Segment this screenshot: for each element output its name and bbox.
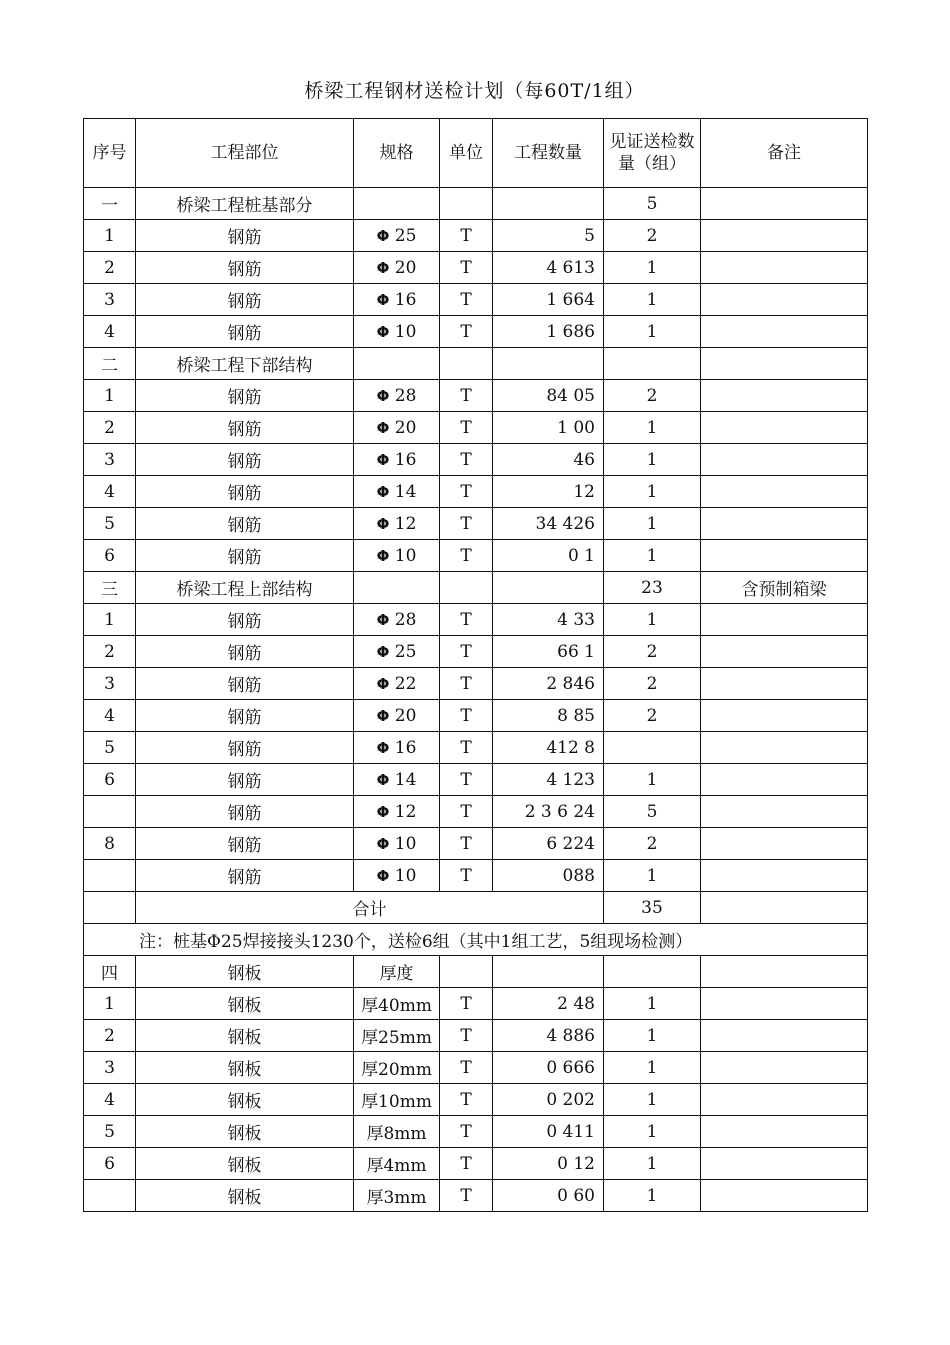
cell-spec: Φ 16 — [354, 444, 440, 476]
cell-remark — [701, 700, 868, 732]
header-groups: 见证送检数量（组） — [604, 119, 701, 188]
table-row — [84, 764, 868, 796]
cell-spec: 厚20mm — [354, 1052, 440, 1084]
cell-unit: T — [440, 604, 493, 636]
phi-symbol: Φ — [376, 610, 390, 629]
cell-seq: 1 — [84, 380, 136, 412]
cell-groups: 1 — [604, 604, 701, 636]
cell-seq: 3 — [84, 668, 136, 700]
cell-quantity — [493, 348, 604, 380]
cell-quantity: 4 33 — [493, 604, 604, 636]
cell-unit: T — [440, 1116, 493, 1148]
cell-location: 钢筋 — [136, 316, 354, 348]
cell-remark — [701, 284, 868, 316]
cell-remark — [701, 796, 868, 828]
cell-spec: Φ 10 — [354, 540, 440, 572]
cell-unit: T — [440, 220, 493, 252]
cell-groups: 1 — [604, 1116, 701, 1148]
cell-groups: 1 — [604, 988, 701, 1020]
cell-groups: 1 — [604, 412, 701, 444]
cell-spec: Φ 20 — [354, 412, 440, 444]
cell-remark — [701, 348, 868, 380]
cell-unit: T — [440, 1148, 493, 1180]
cell-quantity: 1 00 — [493, 412, 604, 444]
cell-location: 钢筋 — [136, 412, 354, 444]
header-remark: 备注 — [701, 119, 868, 188]
table-row — [84, 668, 868, 700]
plate-section-location: 钢板 — [136, 956, 354, 988]
cell-spec: Φ 25 — [354, 220, 440, 252]
cell-seq: 3 — [84, 1052, 136, 1084]
empty-cell — [604, 956, 701, 988]
cell-quantity: 66 1 — [493, 636, 604, 668]
cell-groups: 1 — [604, 252, 701, 284]
cell-remark — [701, 1020, 868, 1052]
cell-quantity: 4 886 — [493, 1020, 604, 1052]
cell-unit: T — [440, 444, 493, 476]
cell-quantity: 0 1 — [493, 540, 604, 572]
cell-location: 钢筋 — [136, 604, 354, 636]
cell-unit: T — [440, 1052, 493, 1084]
cell-location: 桥梁工程桩基部分 — [136, 188, 354, 220]
cell-unit: T — [440, 828, 493, 860]
inspection-plan-table — [83, 118, 868, 1212]
cell-unit: T — [440, 412, 493, 444]
cell-location: 钢筋 — [136, 796, 354, 828]
cell-remark — [701, 668, 868, 700]
cell-groups: 2 — [604, 636, 701, 668]
cell-location: 钢板 — [136, 1020, 354, 1052]
cell-seq: 三 — [84, 572, 136, 604]
cell-quantity: 1 686 — [493, 316, 604, 348]
cell-groups: 2 — [604, 380, 701, 412]
cell-seq: 4 — [84, 316, 136, 348]
cell-unit: T — [440, 860, 493, 892]
phi-symbol: Φ — [376, 514, 390, 533]
cell-location: 钢板 — [136, 1084, 354, 1116]
cell-seq — [84, 796, 136, 828]
cell-spec: 厚4mm — [354, 1148, 440, 1180]
cell-remark — [701, 860, 868, 892]
cell-remark — [701, 220, 868, 252]
cell-remark — [701, 1180, 868, 1212]
cell-remark — [701, 444, 868, 476]
cell-unit: T — [440, 764, 493, 796]
cell-spec: 厚40mm — [354, 988, 440, 1020]
cell-groups: 23 — [604, 572, 701, 604]
cell-groups: 1 — [604, 316, 701, 348]
cell-quantity: 412 8 — [493, 732, 604, 764]
cell-remark — [701, 1148, 868, 1180]
cell-seq: 1 — [84, 220, 136, 252]
cell-unit: T — [440, 1084, 493, 1116]
cell-spec: Φ 10 — [354, 316, 440, 348]
cell-spec — [354, 572, 440, 604]
cell-location: 钢筋 — [136, 476, 354, 508]
cell-seq: 3 — [84, 444, 136, 476]
total-seq — [84, 892, 136, 924]
table-row — [84, 252, 868, 284]
header-location: 工程部位 — [136, 119, 354, 188]
cell-location: 钢板 — [136, 1116, 354, 1148]
table-row — [84, 1084, 868, 1116]
cell-spec: Φ 16 — [354, 284, 440, 316]
cell-remark — [701, 540, 868, 572]
cell-unit: T — [440, 636, 493, 668]
cell-seq: 5 — [84, 1116, 136, 1148]
table-row — [84, 572, 868, 604]
cell-groups: 2 — [604, 220, 701, 252]
phi-symbol: Φ — [376, 770, 390, 789]
table-header-row — [84, 119, 868, 188]
cell-location: 桥梁工程下部结构 — [136, 348, 354, 380]
cell-unit — [440, 572, 493, 604]
cell-quantity: 4 123 — [493, 764, 604, 796]
cell-location: 钢板 — [136, 988, 354, 1020]
cell-quantity: 2 3 6 24 — [493, 796, 604, 828]
cell-groups: 1 — [604, 1148, 701, 1180]
cell-spec: Φ 14 — [354, 764, 440, 796]
cell-groups: 1 — [604, 540, 701, 572]
table-row — [84, 284, 868, 316]
cell-remark: 含预制箱梁 — [701, 572, 868, 604]
cell-quantity: 46 — [493, 444, 604, 476]
table-row — [84, 540, 868, 572]
table-row — [84, 1148, 868, 1180]
table-row — [84, 796, 868, 828]
cell-unit — [440, 188, 493, 220]
cell-unit: T — [440, 732, 493, 764]
cell-location: 钢筋 — [136, 732, 354, 764]
cell-remark — [701, 988, 868, 1020]
cell-location: 钢筋 — [136, 828, 354, 860]
cell-location: 钢筋 — [136, 220, 354, 252]
cell-quantity — [493, 188, 604, 220]
cell-spec: Φ 10 — [354, 860, 440, 892]
cell-quantity: 1 664 — [493, 284, 604, 316]
cell-spec: Φ 28 — [354, 604, 440, 636]
cell-location: 钢筋 — [136, 252, 354, 284]
cell-groups — [604, 348, 701, 380]
plate-section-seq: 四 — [84, 956, 136, 988]
table-row — [84, 348, 868, 380]
cell-groups: 2 — [604, 668, 701, 700]
cell-location: 钢筋 — [136, 508, 354, 540]
cell-seq: 2 — [84, 412, 136, 444]
cell-location: 钢筋 — [136, 668, 354, 700]
cell-unit: T — [440, 284, 493, 316]
cell-groups: 5 — [604, 188, 701, 220]
table-row — [84, 860, 868, 892]
empty-cell — [701, 956, 868, 988]
cell-groups: 1 — [604, 444, 701, 476]
cell-quantity — [493, 572, 604, 604]
table-row — [84, 1052, 868, 1084]
phi-symbol: Φ — [376, 706, 390, 725]
cell-groups: 2 — [604, 700, 701, 732]
cell-location: 钢板 — [136, 1180, 354, 1212]
cell-unit: T — [440, 316, 493, 348]
cell-spec: Φ 16 — [354, 732, 440, 764]
cell-remark — [701, 380, 868, 412]
cell-quantity: 84 05 — [493, 380, 604, 412]
cell-location: 钢板 — [136, 1052, 354, 1084]
table-row — [84, 412, 868, 444]
cell-groups: 1 — [604, 860, 701, 892]
total-label: 合计 — [136, 892, 604, 924]
cell-location: 钢筋 — [136, 860, 354, 892]
cell-remark — [701, 188, 868, 220]
cell-quantity: 0 411 — [493, 1116, 604, 1148]
phi-symbol: Φ — [376, 226, 390, 245]
cell-unit: T — [440, 668, 493, 700]
cell-groups: 1 — [604, 508, 701, 540]
header-spec: 规格 — [354, 119, 440, 188]
cell-groups: 1 — [604, 1052, 701, 1084]
table-row — [84, 508, 868, 540]
cell-unit — [440, 348, 493, 380]
phi-symbol: Φ — [376, 290, 390, 309]
table-row — [84, 732, 868, 764]
table-row — [84, 828, 868, 860]
cell-quantity: 2 48 — [493, 988, 604, 1020]
phi-symbol: Φ — [376, 482, 390, 501]
cell-spec: Φ 25 — [354, 636, 440, 668]
cell-remark — [701, 732, 868, 764]
header-unit: 单位 — [440, 119, 493, 188]
cell-unit: T — [440, 540, 493, 572]
plate-section-spec: 厚度 — [354, 956, 440, 988]
cell-quantity: 34 426 — [493, 508, 604, 540]
cell-spec: Φ 22 — [354, 668, 440, 700]
cell-spec: Φ 28 — [354, 380, 440, 412]
cell-seq: 3 — [84, 284, 136, 316]
cell-spec: 厚8mm — [354, 1116, 440, 1148]
cell-unit: T — [440, 796, 493, 828]
cell-seq: 5 — [84, 508, 136, 540]
empty-cell — [493, 956, 604, 988]
phi-symbol: Φ — [376, 258, 390, 277]
cell-seq: 1 — [84, 988, 136, 1020]
cell-unit: T — [440, 380, 493, 412]
cell-remark — [701, 252, 868, 284]
cell-quantity: 0 60 — [493, 1180, 604, 1212]
cell-location: 钢板 — [136, 1148, 354, 1180]
cell-quantity: 0 12 — [493, 1148, 604, 1180]
cell-location: 钢筋 — [136, 444, 354, 476]
cell-seq: 4 — [84, 1084, 136, 1116]
cell-location: 桥梁工程上部结构 — [136, 572, 354, 604]
cell-seq: 6 — [84, 1148, 136, 1180]
cell-spec: 厚3mm — [354, 1180, 440, 1212]
phi-symbol: Φ — [376, 802, 390, 821]
table-row — [84, 636, 868, 668]
cell-remark — [701, 604, 868, 636]
cell-groups — [604, 732, 701, 764]
cell-seq: 6 — [84, 540, 136, 572]
cell-seq: 2 — [84, 636, 136, 668]
phi-symbol: Φ — [376, 674, 390, 693]
table-row — [84, 380, 868, 412]
cell-seq: 8 — [84, 828, 136, 860]
cell-remark — [701, 316, 868, 348]
header-quantity: 工程数量 — [493, 119, 604, 188]
cell-location: 钢筋 — [136, 636, 354, 668]
cell-remark — [701, 764, 868, 796]
cell-remark — [701, 1116, 868, 1148]
cell-groups: 1 — [604, 476, 701, 508]
cell-location: 钢筋 — [136, 540, 354, 572]
phi-symbol: Φ — [376, 386, 390, 405]
cell-groups: 1 — [604, 1084, 701, 1116]
cell-seq: 4 — [84, 476, 136, 508]
cell-unit: T — [440, 508, 493, 540]
cell-quantity: 0 202 — [493, 1084, 604, 1116]
phi-symbol: Φ — [376, 738, 390, 757]
cell-unit: T — [440, 252, 493, 284]
total-groups: 35 — [604, 892, 701, 924]
cell-spec: 厚25mm — [354, 1020, 440, 1052]
cell-remark — [701, 636, 868, 668]
cell-unit: T — [440, 988, 493, 1020]
cell-seq — [84, 1180, 136, 1212]
phi-symbol: Φ — [376, 642, 390, 661]
cell-location: 钢筋 — [136, 700, 354, 732]
phi-symbol: Φ — [376, 418, 390, 437]
cell-quantity: 8 85 — [493, 700, 604, 732]
cell-quantity: 088 — [493, 860, 604, 892]
cell-spec — [354, 188, 440, 220]
cell-seq: 2 — [84, 252, 136, 284]
empty-cell — [440, 956, 493, 988]
cell-seq — [84, 860, 136, 892]
cell-location: 钢筋 — [136, 764, 354, 796]
total-row — [84, 892, 868, 924]
cell-seq: 4 — [84, 700, 136, 732]
table-row — [84, 476, 868, 508]
total-remark — [701, 892, 868, 924]
cell-seq: 2 — [84, 1020, 136, 1052]
cell-spec: Φ 20 — [354, 700, 440, 732]
phi-symbol: Φ — [376, 866, 390, 885]
cell-seq: 二 — [84, 348, 136, 380]
cell-remark — [701, 1052, 868, 1084]
table-row — [84, 1116, 868, 1148]
cell-quantity: 12 — [493, 476, 604, 508]
cell-spec: Φ 20 — [354, 252, 440, 284]
cell-quantity: 4 613 — [493, 252, 604, 284]
cell-remark — [701, 412, 868, 444]
cell-unit: T — [440, 1180, 493, 1212]
note-row — [84, 924, 868, 956]
cell-spec: Φ 14 — [354, 476, 440, 508]
cell-unit: T — [440, 1020, 493, 1052]
table-row — [84, 316, 868, 348]
cell-quantity: 6 224 — [493, 828, 604, 860]
cell-remark — [701, 508, 868, 540]
cell-seq: 6 — [84, 764, 136, 796]
cell-groups: 1 — [604, 284, 701, 316]
cell-spec: Φ 12 — [354, 508, 440, 540]
table-row — [84, 988, 868, 1020]
cell-groups: 1 — [604, 1020, 701, 1052]
table-row — [84, 1180, 868, 1212]
cell-groups: 1 — [604, 764, 701, 796]
cell-unit: T — [440, 476, 493, 508]
cell-quantity: 5 — [493, 220, 604, 252]
table-row — [84, 1020, 868, 1052]
cell-groups: 2 — [604, 828, 701, 860]
phi-symbol: Φ — [376, 450, 390, 469]
cell-spec: Φ 12 — [354, 796, 440, 828]
phi-symbol: Φ — [376, 834, 390, 853]
plate-section-row — [84, 956, 868, 988]
cell-spec — [354, 348, 440, 380]
cell-quantity: 0 666 — [493, 1052, 604, 1084]
cell-groups: 5 — [604, 796, 701, 828]
cell-seq: 5 — [84, 732, 136, 764]
cell-seq: 1 — [84, 604, 136, 636]
cell-location: 钢筋 — [136, 284, 354, 316]
cell-location: 钢筋 — [136, 380, 354, 412]
cell-spec: Φ 10 — [354, 828, 440, 860]
phi-symbol: Φ — [376, 546, 390, 565]
cell-unit: T — [440, 700, 493, 732]
note-text: 注：桩基Φ25焊接接头1230个，送检6组（其中1组工艺，5组现场检测） — [84, 924, 868, 956]
table-row — [84, 700, 868, 732]
cell-quantity: 2 846 — [493, 668, 604, 700]
header-seq: 序号 — [84, 119, 136, 188]
table-row — [84, 220, 868, 252]
cell-remark — [701, 1084, 868, 1116]
cell-spec: 厚10mm — [354, 1084, 440, 1116]
page-title: 桥梁工程钢材送检计划（每60T/1组） — [304, 80, 645, 102]
phi-symbol: Φ — [376, 322, 390, 341]
cell-groups: 1 — [604, 1180, 701, 1212]
table-row — [84, 188, 868, 220]
cell-remark — [701, 476, 868, 508]
table-row — [84, 444, 868, 476]
cell-seq: 一 — [84, 188, 136, 220]
cell-remark — [701, 828, 868, 860]
table-row — [84, 604, 868, 636]
